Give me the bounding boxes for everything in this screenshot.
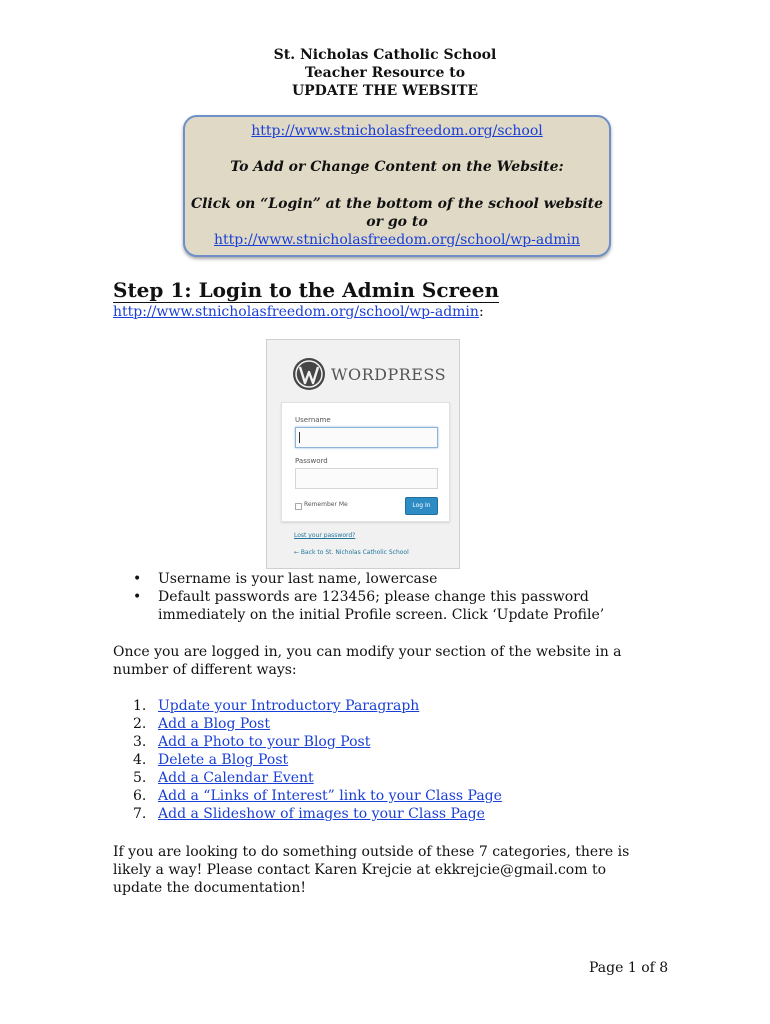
- remember-me-label: Remember Me: [304, 501, 348, 508]
- login-form: [281, 402, 450, 522]
- wordpress-login-screenshot: [266, 339, 460, 569]
- admin-url-link[interactable]: http://www.stnicholasfreedom.org/school/wp-admin: [214, 232, 580, 248]
- back-to-site-link[interactable]: ← Back to St. Nicholas Catholic School: [294, 549, 409, 556]
- callout-instruction: Click on “Login” at the bottom of the school website: [190, 196, 604, 212]
- remember-me-checkbox[interactable]: [295, 503, 302, 510]
- task-list-item[interactable]: 3. Add a Photo to your Blog Post: [133, 734, 371, 750]
- password-label: Password: [295, 457, 328, 465]
- school-name: St. Nicholas Catholic School: [273, 47, 497, 63]
- password-field[interactable]: [295, 468, 438, 489]
- header-subtitle: Teacher Resource to: [304, 65, 466, 81]
- login-button[interactable]: Log In: [405, 497, 438, 515]
- username-label: Username: [295, 416, 331, 424]
- task-link[interactable]: Add a “Links of Interest” link to your Class Page: [158, 788, 502, 804]
- task-link[interactable]: Delete a Blog Post: [158, 752, 289, 768]
- lost-password-link[interactable]: Lost your password?: [294, 532, 356, 539]
- task-list-item[interactable]: 5. Add a Calendar Event: [133, 770, 314, 786]
- username-field[interactable]: [295, 427, 438, 448]
- wordpress-logo: [291, 356, 447, 392]
- login-notes: [133, 570, 673, 624]
- task-link[interactable]: Add a Photo to your Blog Post: [158, 734, 371, 750]
- task-link[interactable]: Add a Slideshow of images to your Class Page: [158, 806, 485, 822]
- task-link[interactable]: Update your Introductory Paragraph: [158, 698, 420, 714]
- callout-instruction-or: or go to: [366, 214, 428, 230]
- task-list-item[interactable]: 4. Delete a Blog Post: [133, 752, 289, 768]
- list-item: • Username is your last name, lowercase: [133, 571, 438, 587]
- document-header: [0, 46, 770, 100]
- list-item: • Default passwords are 123456; please change this password immediately on the initial Profile screen. Click ‘Update Profile’: [133, 589, 605, 623]
- step1-heading: Step 1: Login to the Admin Screen: [113, 278, 500, 302]
- intro-paragraph: Once you are logged in, you can modify your section of the website in a number of different ways:: [113, 644, 622, 678]
- step1-url-line: http://www.stnicholasfreedom.org/school/wp-admin:: [113, 304, 484, 320]
- task-link[interactable]: Add a Calendar Event: [158, 770, 314, 786]
- wordpress-wordmark: WORDPRESS: [331, 365, 447, 384]
- task-list-item[interactable]: 6. Add a “Links of Interest” link to your Class Page: [133, 788, 502, 804]
- info-callout: [183, 115, 611, 257]
- task-list-item[interactable]: 2. Add a Blog Post: [133, 716, 270, 732]
- task-link[interactable]: Add a Blog Post: [158, 716, 270, 732]
- school-url-link[interactable]: http://www.stnicholasfreedom.org/school: [251, 123, 543, 139]
- step1-admin-link[interactable]: http://www.stnicholasfreedom.org/school/wp-admin: [113, 304, 479, 320]
- task-list-item[interactable]: 7. Add a Slideshow of images to your Class Page: [133, 806, 485, 822]
- task-list-item[interactable]: 1. Update your Introductory Paragraph: [133, 698, 420, 714]
- page-number: Page 1 of 8: [589, 960, 669, 976]
- task-list: [133, 697, 502, 823]
- callout-heading: To Add or Change Content on the Website:: [230, 159, 564, 175]
- closing-paragraph: If you are looking to do something outside of these 7 categories, there is likely a way! Please contact Karen Krejcie at ekkrejcie@gmail.com to update the documentation!: [113, 844, 630, 896]
- header-title: UPDATE THE WEBSITE: [291, 83, 479, 99]
